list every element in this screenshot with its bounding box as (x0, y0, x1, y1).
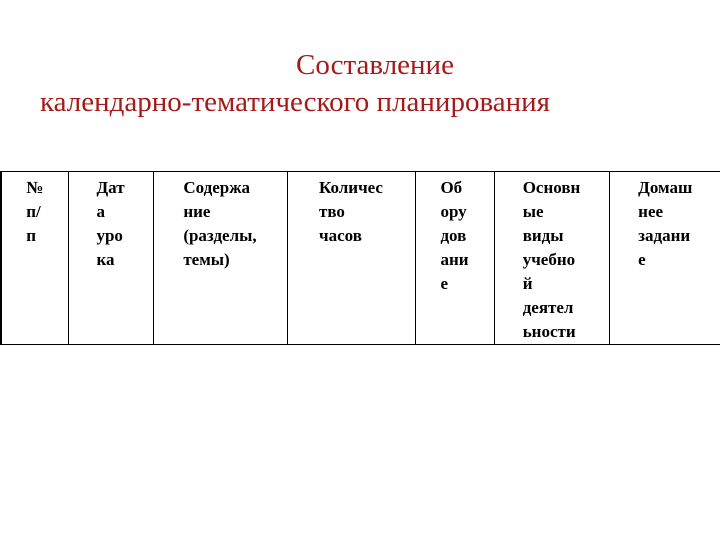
slide-title (0, 47, 720, 121)
table-header-row (1, 172, 720, 345)
column-header-activity-types: Основн ые виды учебно й деятел ьности (494, 172, 609, 345)
slide-title-line-2: календарно-тематического планирования (40, 86, 551, 118)
slide-title-line-1: Составление (296, 49, 454, 81)
column-header-lesson-date: Дат а уро ка (68, 172, 153, 345)
column-header-content: Содержа ние (разделы, темы) (153, 172, 287, 345)
column-header-homework: Домаш нее задани е (609, 172, 720, 345)
planning-table (0, 171, 720, 345)
column-header-equipment: Об ору дов ани е (415, 172, 494, 345)
column-header-hours: Количес тво часов (287, 172, 415, 345)
column-header-number: № п/ п (1, 172, 68, 345)
